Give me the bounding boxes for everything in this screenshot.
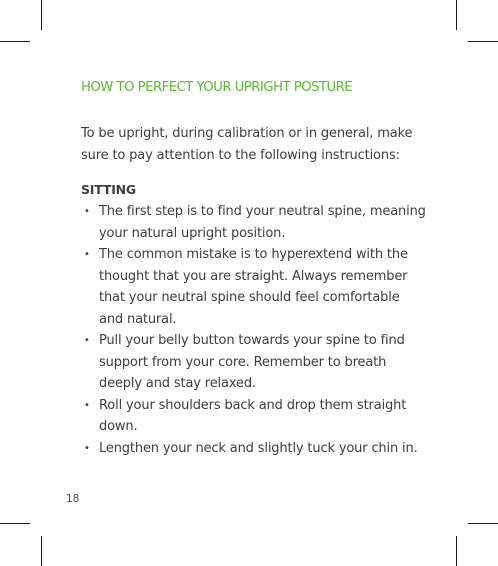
crop-mark-top-left-horizontal (0, 41, 30, 42)
crop-mark-bottom-right-vertical (456, 536, 457, 566)
list-item-text: The first step is to find your neutral spine, meaning your natural upright position. (99, 204, 426, 241)
list-item (81, 201, 426, 244)
bullet-icon: • (84, 206, 90, 217)
list-item-text: The common mistake is to hyperextend with the thought that you are straight. Always remember that your neutral spine should feel comfortable and natural. (99, 247, 408, 327)
page-content (81, 78, 426, 459)
section-heading-sitting: SITTING (81, 182, 136, 197)
list-item-text: Lengthen your neck and slightly tuck your chin in. (99, 440, 418, 456)
page-title: HOW TO PERFECT YOUR UPRIGHT POSTURE (81, 80, 353, 95)
bullet-icon: • (84, 249, 90, 260)
instruction-list (81, 201, 426, 459)
crop-mark-bottom-right-horizontal (468, 523, 498, 524)
crop-mark-top-right-horizontal (468, 41, 498, 42)
list-item (81, 244, 426, 330)
crop-mark-bottom-left-horizontal (0, 523, 30, 524)
list-item (81, 330, 426, 395)
bullet-icon: • (84, 399, 90, 411)
crop-mark-top-left-vertical (41, 0, 42, 30)
list-item (81, 395, 426, 438)
list-item-text: Pull your belly button towards your spine to find support from your core. Remember to breath deeply and stay relaxed. (99, 333, 405, 391)
bullet-icon: • (84, 335, 90, 346)
list-item (81, 438, 426, 460)
list-item-text: Roll your shoulders back and drop them straight down. (99, 397, 407, 434)
bullet-icon: • (84, 442, 90, 454)
page-number: 18 (66, 493, 80, 505)
crop-mark-top-right-vertical (456, 0, 457, 30)
crop-mark-bottom-left-vertical (41, 536, 42, 566)
intro-paragraph: To be upright, during calibration or in general, make sure to pay attention to the following instructions: (81, 126, 413, 163)
